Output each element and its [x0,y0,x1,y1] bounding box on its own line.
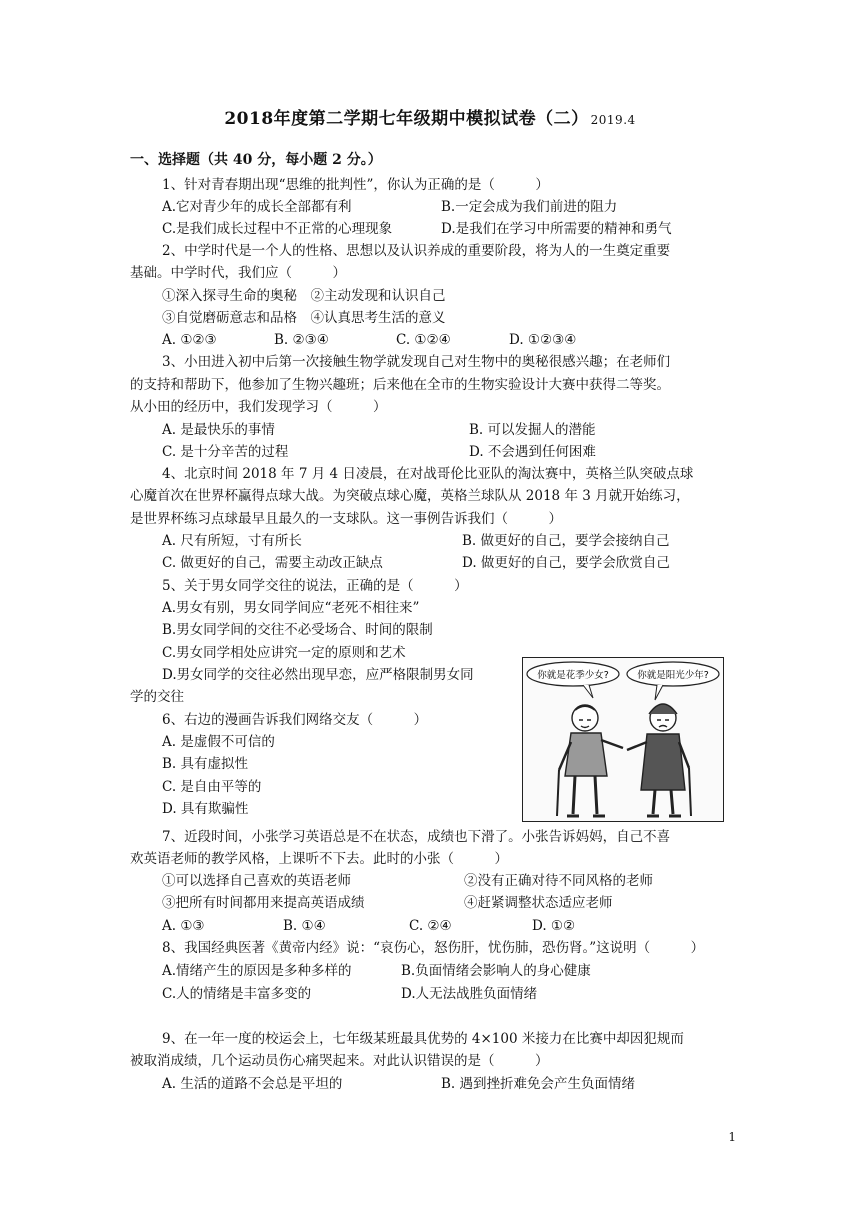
q5-option-a: A.男女有别，男女同学间应“老死不相往来” [162,600,420,616]
question-7: 7、近段时间，小张学习英语总是不在状态，成绩也下滑了。小张告诉妈妈，自己不喜 [162,829,671,845]
q4-option-d: D. 做更好的自己，要学会欣赏自己 [462,555,670,571]
q5-option-c: C.男女同学相处应讲究一定的原则和艺术 [162,645,406,661]
q8-option-a: A.情绪产生的原因是多种多样的 [162,963,352,979]
question-9: 9、在一年一度的校运会上，七年级某班最具优势的 4×100 米接力在比赛中却因犯规而 [162,1031,684,1047]
q6-option-b: B. 具有虚拟性 [162,756,249,772]
q1-option-c: C.是我们成长过程中不正常的心理现象 [162,221,393,237]
q2-statements-1: ①深入探寻生命的奥秘 ②主动发现和认识自己 [162,288,446,304]
left-bubble-text: 你就是花季少女? [537,670,609,681]
q9-option-b: B. 遇到挫折难免会产生负面情绪 [441,1076,636,1092]
q1-option-b: B.一定会成为我们前进的阻力 [441,199,618,215]
q5-option-d: D.男女同学的交往必然出现早恋，应严格限制男女同 [162,667,474,683]
q2-option-d: D. ①②③④ [509,332,577,348]
q5-option-d-cont: 学的交往 [130,689,184,705]
question-3-cont-2: 从小田的经历中，我们发现学习（ ） [130,399,387,415]
page-number: 1 [728,1130,736,1144]
question-5: 5、关于男女同学交往的说法，正确的是（ ） [162,578,468,594]
q7-statement-2: ②没有正确对待不同风格的老师 [464,873,653,889]
q7-statement-4: ④赶紧调整状态适应老师 [464,895,613,911]
left-bubble-tail [583,685,593,698]
old-man-figure [557,705,623,816]
question-9-cont: 被取消成绩，几个运动员伤心痛哭起来。对此认识错误的是（ ） [130,1053,549,1069]
question-4-cont-2: 是世界杯练习点球最早且最久的一支球队。这一事例告诉我们（ ） [130,511,562,527]
q6-option-d: D. 具有欺骗性 [162,801,249,817]
q7-statement-1: ①可以选择自己喜欢的英语老师 [162,873,351,889]
q8-option-d: D.人无法战胜负面情绪 [401,986,538,1002]
question-8: 8、我国经典医著《黄帝内经》说：“哀伤心，怒伤肝，忧伤肺，恐伤肾。”这说明（ ） [162,940,705,956]
q6-option-c: C. 是自由平等的 [162,779,262,795]
q2-option-b: B. ②③④ [274,332,329,348]
question-3: 3、小田进入初中后第一次接触生物学就发现自己对生物中的奥秘很感兴趣；在老师们 [162,354,671,370]
question-2-cont: 基础。中学时代，我们应（ ） [130,265,346,281]
q8-option-b: B.负面情绪会影响人的身心健康 [401,963,591,979]
q7-option-a: A. ①③ [162,918,205,934]
q2-option-a: A. ①②③ [162,332,217,348]
q4-option-b: B. 做更好的自己，要学会接纳自己 [462,533,670,549]
q4-option-c: C. 做更好的自己，需要主动改正缺点 [162,555,383,571]
question-7-cont: 欢英语老师的教学风格，上课听不下去。此时的小张（ ） [130,851,508,867]
exam-date: 2019.4 [590,113,636,127]
old-woman-figure [627,704,691,816]
q3-option-a: A. 是最快乐的事情 [162,422,275,438]
q1-option-a: A.它对青少年的成长全部都有利 [162,199,352,215]
q3-option-b: B. 可以发掘人的潜能 [469,422,596,438]
q2-statements-2: ③自觉磨砺意志和品格 ④认真思考生活的意义 [162,310,446,326]
q9-option-a: A. 生活的道路不会总是平坦的 [162,1076,343,1092]
q7-statement-3: ③把所有时间都用来提高英语成绩 [162,895,365,911]
q3-option-c: C. 是十分辛苦的过程 [162,444,289,460]
question-6: 6、右边的漫画告诉我们网络交友（ ） [162,712,428,728]
cartoon-drawing [523,658,723,821]
question-1: 1、针对青春期出现“思维的批判性”，你认为正确的是（ ） [162,177,549,193]
question-2: 2、中学时代是一个人的性格、思想以及认识养成的重要阶段，将为人的一生奠定重要 [162,243,671,259]
cartoon-image [522,657,724,822]
q5-option-b: B.男女同学间的交往不必受场合、时间的限制 [162,622,433,638]
q7-option-d: D. ①② [532,918,576,934]
right-bubble-tail [655,685,663,700]
q7-option-c: C. ②④ [409,918,452,934]
q2-option-c: C. ①②④ [396,332,451,348]
q1-option-d: D.是我们在学习中所需要的精神和勇气 [441,221,672,237]
q6-option-a: A. 是虚假不可信的 [162,734,275,750]
question-4: 4、北京时间 2018 年 7 月 4 日凌晨，在对战哥伦比亚队的淘汰赛中，英格兰队突破点球 [162,466,694,482]
right-bubble-text: 你就是阳光少年? [637,670,709,681]
question-4-cont-1: 心魔首次在世界杯赢得点球大战。为突破点球心魔，英格兰球队从 2018 年 3 月就开始练习， [130,488,690,504]
question-3-cont-1: 的支持和帮助下，他参加了生物兴趣班；后来他在全市的生物实验设计大赛中获得二等奖。 [130,377,670,393]
q3-option-d: D. 不会遇到任何困难 [469,444,596,460]
section-heading: 一、选择题（共 40 分，每小题 2 分。） [130,152,382,168]
exam-title [0,104,860,129]
q7-option-b: B. ①④ [283,918,326,934]
title-text: 2018年度第二学期七年级期中模拟试卷（二） [224,109,589,129]
q4-option-a: A. 尺有所短，寸有所长 [162,533,302,549]
q8-option-c: C.人的情绪是丰富多变的 [162,986,312,1002]
